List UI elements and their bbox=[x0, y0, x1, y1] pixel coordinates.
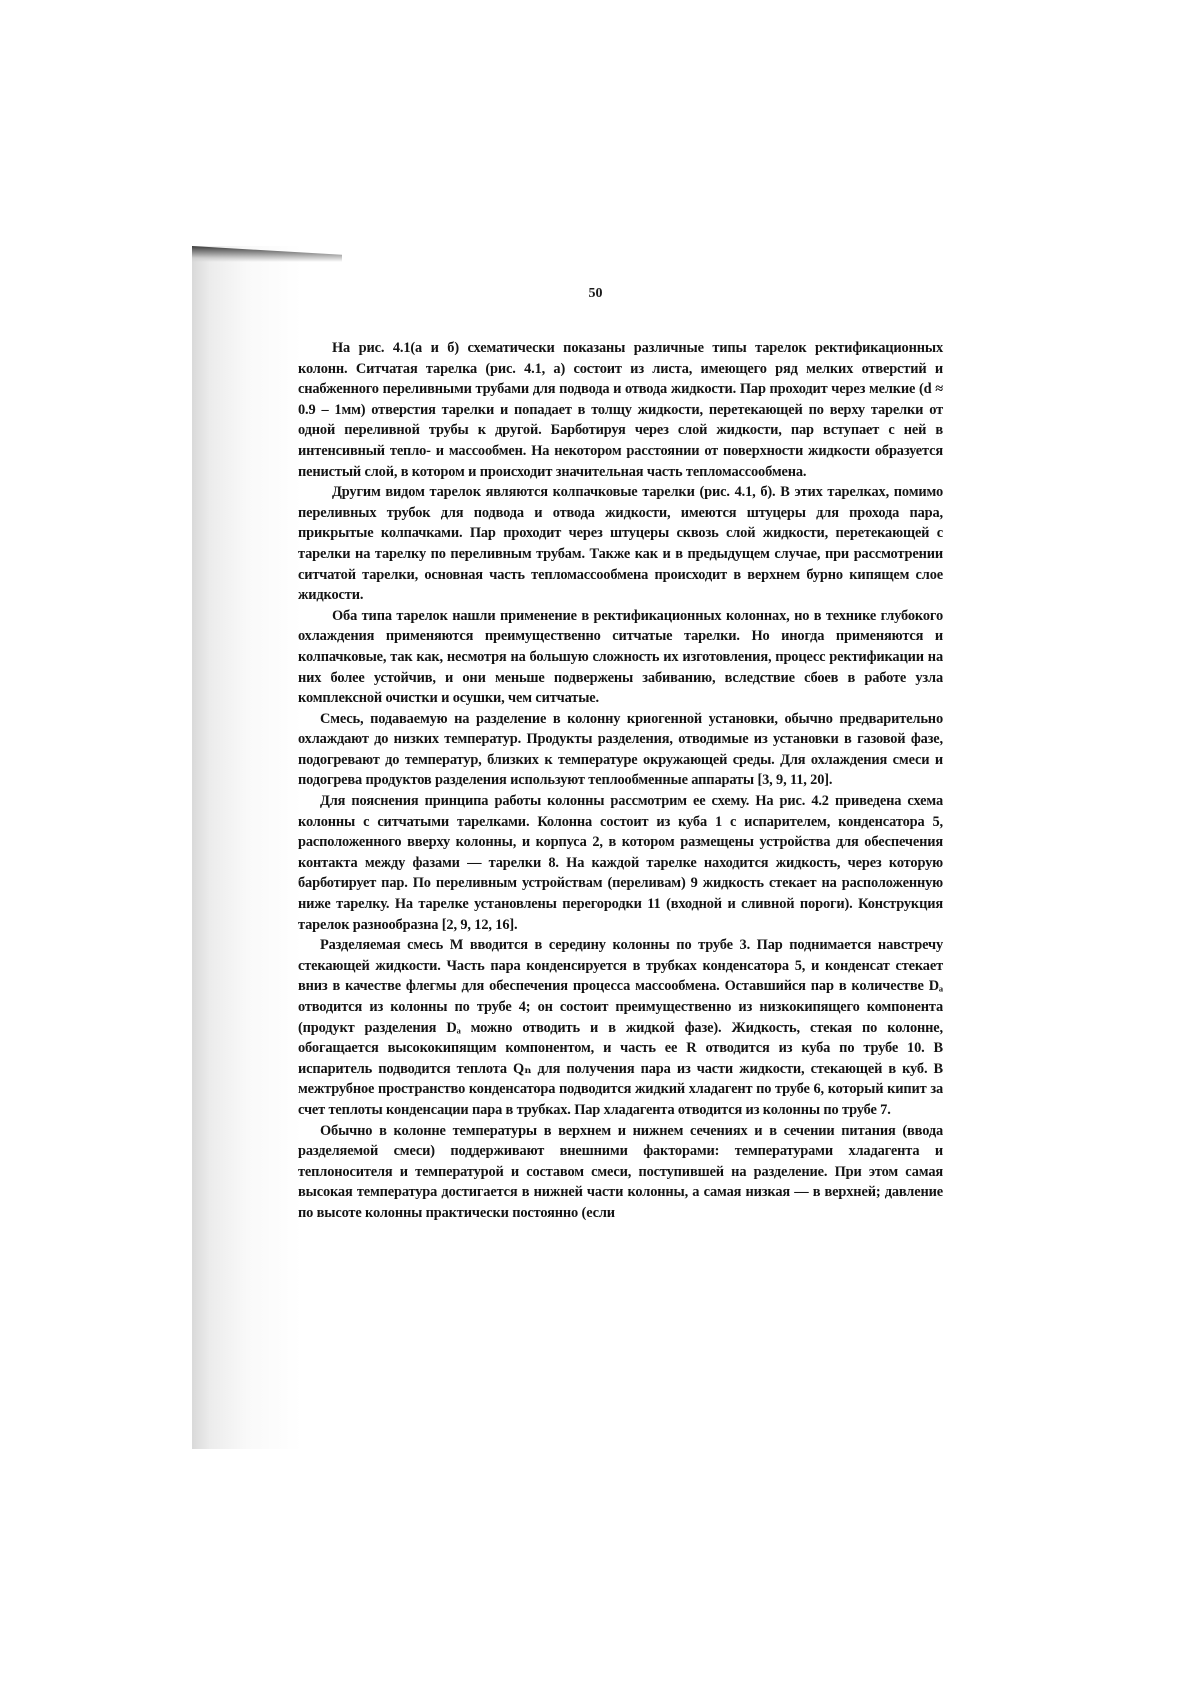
paragraph-mixture-separation: Разделяемая смесь M вводится в середину колонны по трубе 3. Пар поднимается навстречу стекающей жидкости. Часть пара конденсируется в трубках конденсатора 5, и конденсат стекает вниз в качестве флегмы для обеспечения процесса массообмена. Оставшийся пар в количестве Dₐ отводится из колонны по трубе 4; он состоит преимущественно из низкокипящего компонента (продукт разделения Dₐ можно отводить и в жидкой фазе). Жидкость, стекая по колонне, обогащается высококипящим компонентом, и часть ее R отводится из куба по трубе 10. В испаритель подводится теплота Qₙ для получения пара из части жидкости, стекающей в куб. В межтрубное пространство конденсатора подводится жидкий хладагент по трубе 6, который кипит за счет теплоты конденсации пара в трубках. Пар хладагента отводится из колонны по трубе 7. bbox=[298, 937, 943, 1118]
paragraph-plate-types: На рис. 4.1(а и б) схематически показаны различные типы тарелок ректификационных колонн. Ситчатая тарелка (рис. 4.1, а) состоит из листа, имеющего ряд мелких отверстий и снабженного переливными трубами для подвода и отвода жидкости. Пар проходит через мелкие (d ≈ 0.9 – 1мм) отверстия тарелки и попадает в толщу жидкости, перетекающей по верху тарелки от одной переливной трубы к другой. Барботируя через слой жидкости, пар вступает с ней в интенсивный тепло- и массообмен. На некотором расстоянии от поверхности жидкости образуется пенистый слой, в котором и происходит значительная часть тепломассообмена. bbox=[298, 340, 943, 480]
page-number: 50 bbox=[588, 286, 603, 301]
paragraph-mixture-cooling: Смесь, подаваемую на разделение в колонну криогенной установки, обычно предварительно охлаждают до низких температур. Продукты разделения, отводимые из установки в газовой фазе, подогревают до температур, близких к температуре окружающей среды. Для охлаждения смеси и подогрева продуктов разделения используют теплообменные аппараты [3, 9, 11, 20]. bbox=[298, 710, 943, 789]
page-body bbox=[298, 338, 943, 1224]
paragraph-plate-applications: Оба типа тарелок нашли применение в ректификационных колоннах, но в технике глубокого охлаждения применяются преимущественно ситчатые тарелки. Но иногда применяются и колпачковые, так как, несмотря на большую сложность их изготовления, процесс ректификации на них более устойчив, и они меньше подвержены забиванию, вследствие сбоев в работе узла комплексной очистки и осушки, чем ситчатые. bbox=[298, 607, 943, 707]
paragraph-column-scheme: Для пояснения принципа работы колонны рассмотрим ее схему. На рис. 4.2 приведена схема колонны с ситчатыми тарелками. Колонна состоит из куба 1 с испарителем, конденсатора 5, расположенного вверху колонны, и корпуса 2, в котором размещены устройства для обеспечения контакта между фазами — тарелки 8. На каждой тарелке находится жидкость, через которую барботирует пар. По переливным устройствам (переливам) 9 жидкость стекает на расположенную ниже тарелку. На тарелке установлены перегородки 11 (входной и сливной пороги). Конструкция тарелок разнообразна [2, 9, 12, 16]. bbox=[298, 793, 943, 933]
paragraph-bubble-cap-plates: Другим видом тарелок являются колпачковые тарелки (рис. 4.1, б). В этих тарелках, помимо переливных трубок для подвода и отвода жидкости, имеются штуцеры для прохода пара, прикрытые колпачками. Пар проходит через штуцеры сквозь слой жидкости, перетекающей с тарелки на тарелку по переливным трубам. Также как и в предыдущем случае, при рассмотрении ситчатой тарелки, основная часть тепломассообмена происходит в верхнем бурно кипящем слое жидкости. bbox=[298, 484, 943, 604]
paragraph-column-temperatures: Обычно в колонне температуры в верхнем и нижнем сечениях и в сечении питания (ввода разделяемой смеси) поддерживают внешними факторами: температурами хладагента и теплоносителя и температурой и составом смеси, поступившей на разделение. При этом самая высокая температура достигается в нижней части колонны, а самая низкая — в верхней; давление по высоте колонны практически постоянно (если bbox=[298, 1122, 943, 1221]
